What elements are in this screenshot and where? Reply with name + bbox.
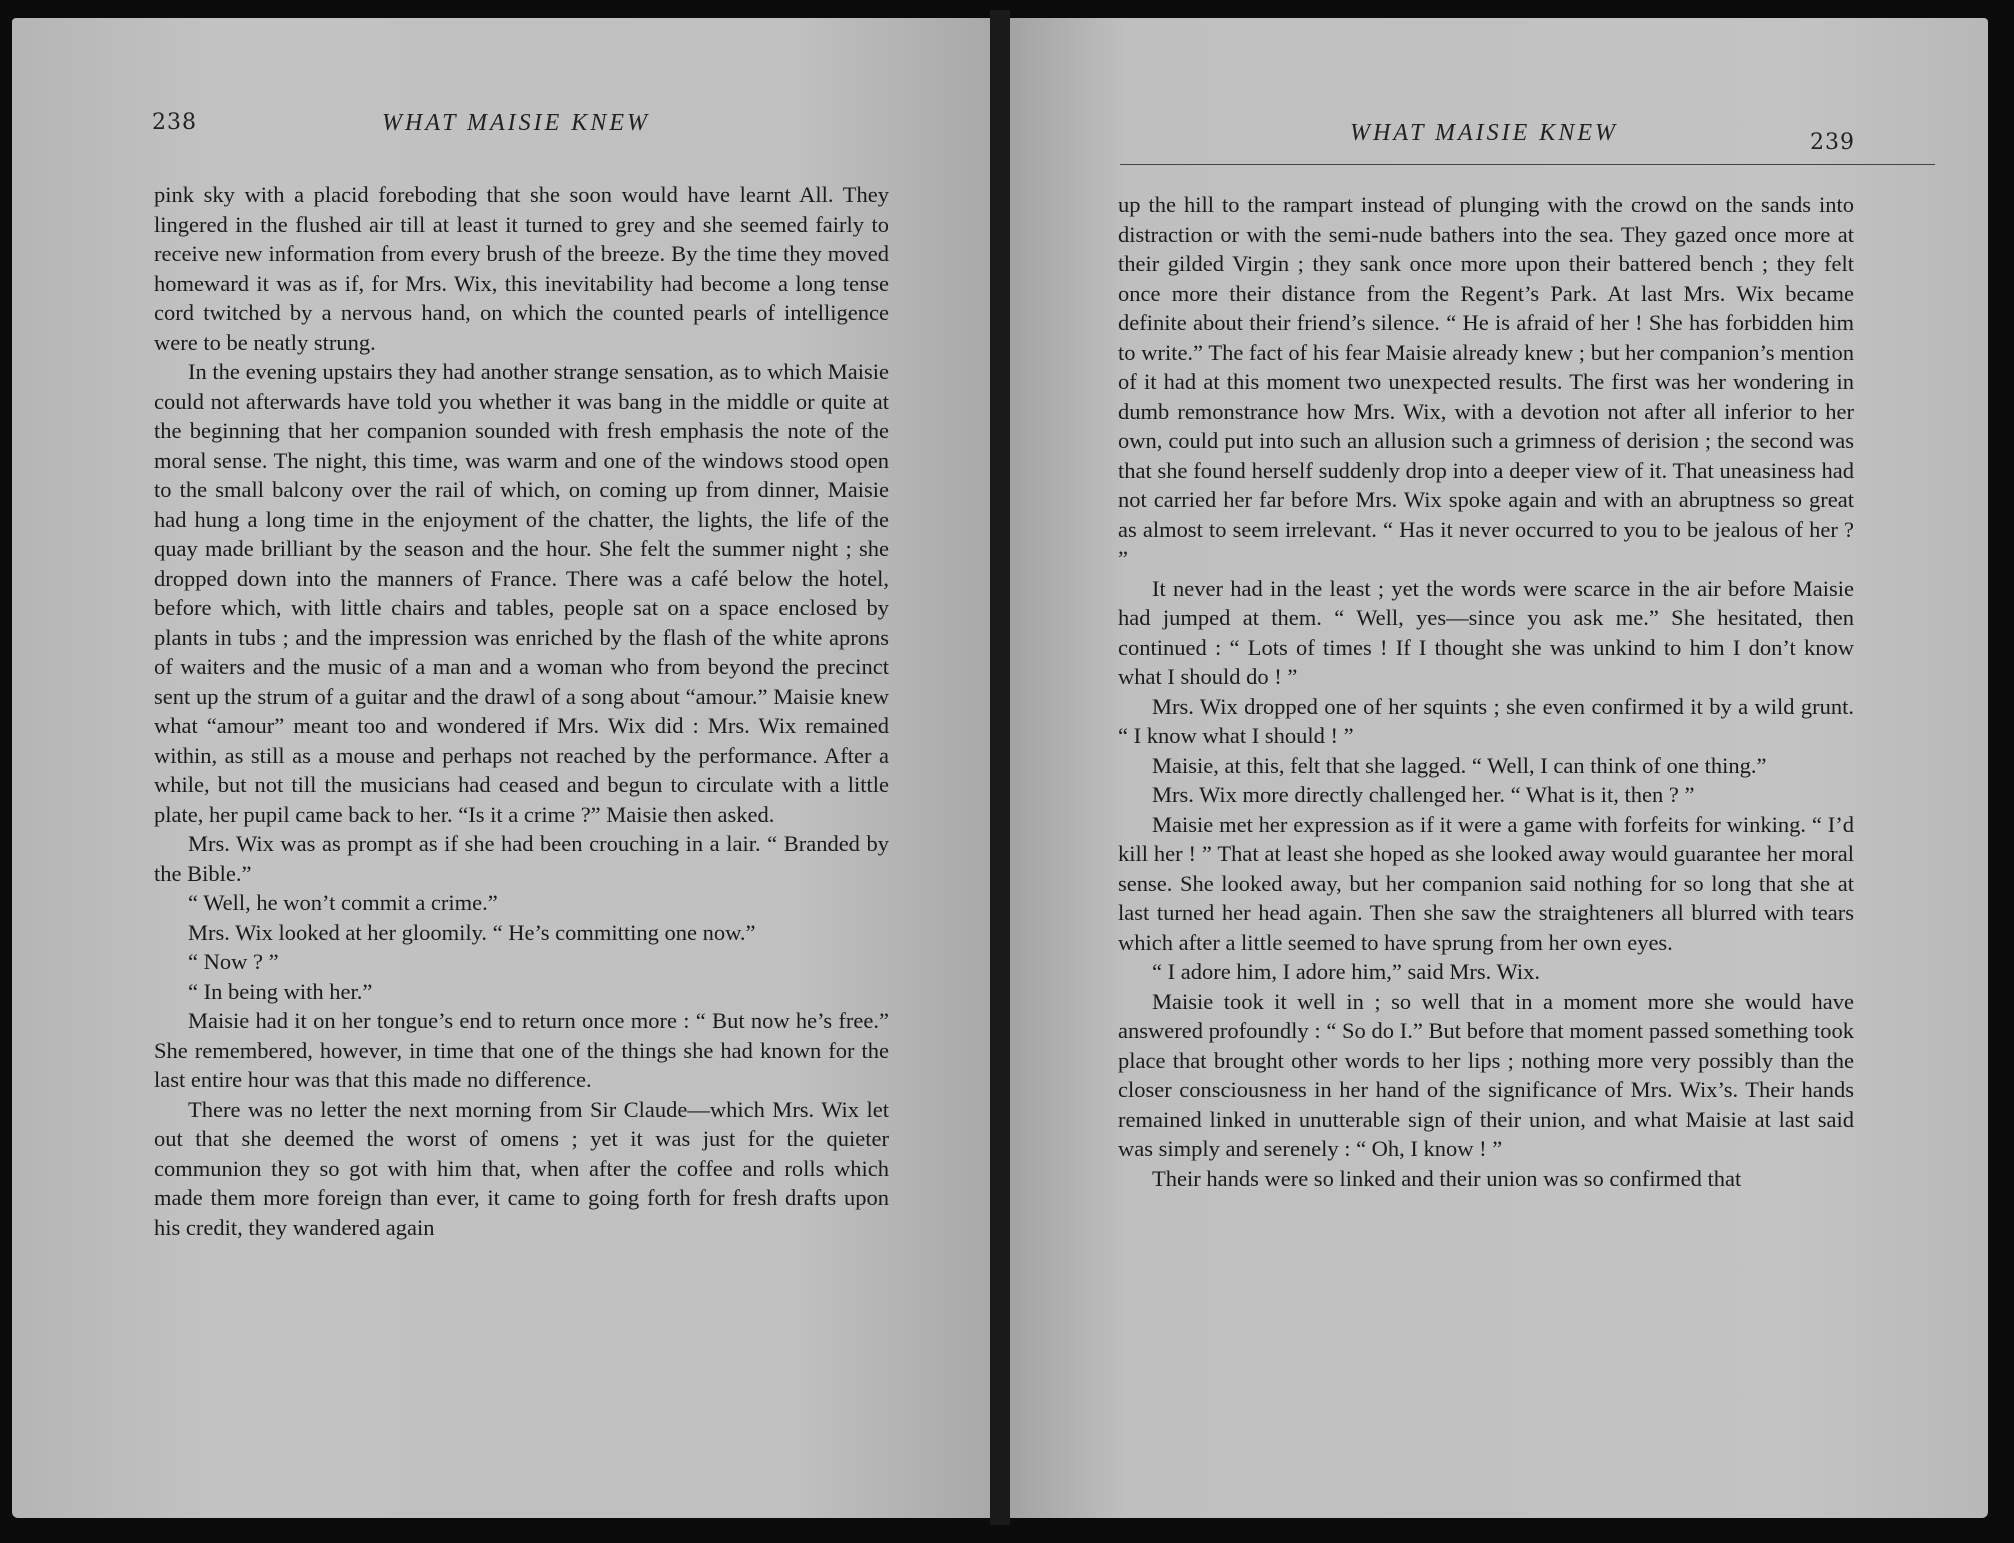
right-paragraph-4: Maisie, at this, felt that she lagged. “ Well, I can think of one thing.” [1152,752,1767,778]
right-running-title: WHAT MAISIE KNEW [1350,120,1618,146]
left-running-title: WHAT MAISIE KNEW [382,110,650,136]
right-paragraph-1: up the hill to the rampart instead of plunging with the crowd on the sands into distraction or with the semi-nude bathers into the sea. They gazed once more at their gilded Virgin ; they sank once more upon their battered bench ; they felt once more their distance from the Regent’s Park. At last Mrs. Wix became definite about their friend’s silence. “ He is afraid of her ! She has forbidden him to write.” The fact of his fear Maisie already knew ; but her companion’s mention of it had at this moment two unexpected results. The first was her wondering in dumb remonstrance how Mrs. Wix, with a devotion not after all inferior to her own, could put into such an allusion such a grimness of derision ; the second was that she found herself suddenly drop into a deeper view of it. That uneasiness had not carried her far before Mrs. Wix spoke again and with an abruptness so great as almost to seem irrelevant. “ Has it never occurred to you to be jealous of her ? ” [1118,192,1854,571]
left-paragraph-7: “ In being with her.” [188,978,373,1004]
header-rule [1120,164,1935,165]
book-gutter [990,10,1010,1525]
right-paragraph-7: “ I adore him, I adore him,” said Mrs. Wix. [1152,959,1540,984]
left-paragraph-8: Maisie had it on her tongue’s end to return once more : “ But now he’s free.” She remembered, however, in time that one of the things she had known for the last entire hour was that this made no difference. [154,1008,889,1092]
left-paragraph-5: Mrs. Wix looked at her gloomily. “ He’s committing one now.” [188,919,756,945]
left-paragraph-3: Mrs. Wix was as prompt as if she had been crouching in a lair. “ Branded by the Bible.” [154,831,889,886]
right-paragraph-3: Mrs. Wix dropped one of her squints ; she even confirmed it by a wild grunt. “ I know what I should ! ” [1118,693,1854,748]
left-page-body [154,180,889,1242]
left-paragraph-1: pink sky with a placid foreboding that she soon would have learnt All. They lingered in the flushed air till at least it turned to grey and she seemed fairly to receive new information from every brush of the breeze. By the time they moved homeward it was as if, for Mrs. Wix, this inevitability had become a long tense cord twitched by a nervous hand, on which the counted pearls of intelligence were to be neatly strung. [154,182,889,355]
left-paragraph-6: “ Now ? ” [188,949,279,974]
right-paragraph-2: It never had in the least ; yet the words were scarce in the air before Maisie had jumped at them. “ Well, yes—since you ask me.” She hesitated, then continued : “ Lots of times ! If I thought she was unkind to him I don’t know what I should do ! ” [1118,575,1854,689]
right-paragraph-8: Maisie took it well in ; so well that in a moment more she would have answered profoundly : “ So do I.” But before that moment passed something took place that brought other words to her lips ; nothing more very possibly than the closer consciousness in her hand of the significance of Mrs. Wix’s. Their hands remained linked in unutterable sign of their union, and what Maisie at last said was simply and serenely : “ Oh, I know ! ” [1118,988,1854,1161]
right-page-number: 239 [1810,130,1855,155]
right-page-body [1118,190,1854,1193]
left-paragraph-9: There was no letter the next morning from Sir Claude—which Mrs. Wix let out that she deemed the worst of omens ; yet it was just for the quieter communion they so got with him that, when after the coffee and rolls which made them more foreign than ever, it came to going forth for fresh drafts upon his credit, they wandered again [154,1096,889,1240]
left-page [12,18,990,1518]
right-paragraph-9: Their hands were so linked and their union was so confirmed that [1152,1165,1742,1191]
right-paragraph-5: Mrs. Wix more directly challenged her. “ What is it, then ? ” [1152,782,1695,807]
right-paragraph-6: Maisie met her expression as if it were a game with forfeits for winking. “ I’d kill her ! ” That at least she hoped as she looked away would guarantee her moral sense. She looked away, but her companion said nothing for so long that she at last turned her head again. Then she saw the straighteners all blurred with tears which after a little seemed to have sprung from her own eyes. [1118,811,1854,955]
left-page-number: 238 [152,110,197,135]
left-paragraph-2: In the evening upstairs they had another strange sensation, as to which Maisie could not afterwards have told you whether it was bang in the middle or quite at the beginning that her companion sounded with fresh emphasis the note of the moral sense. The night, this time, was warm and one of the windows stood open to the small balcony over the rail of which, on coming up from dinner, Maisie had hung a long time in the enjoyment of the chatter, the lights, the life of the quay made brilliant by the season and the hour. She felt the summer night ; she dropped down into the manners of France. There was a café below the hotel, before which, with little chairs and tables, people sat on a space enclosed by plants in tubs ; and the impression was enriched by the flash of the white aprons of waiters and the music of a man and a woman who from beyond the precinct sent up the strum of a guitar and the drawl of a song about “amour.” Maisie knew what “amour” meant too and wondered if Mrs. Wix did : Mrs. Wix remained within, as still as a mouse and perhaps not reached by the performance. After a while, but not till the musicians had ceased and begun to circulate with a little plate, her pupil came back to her. “Is it a crime ?” Maisie then asked. [154,359,889,827]
left-paragraph-4: “ Well, he won’t commit a crime.” [188,890,498,915]
right-page [1010,18,1988,1518]
